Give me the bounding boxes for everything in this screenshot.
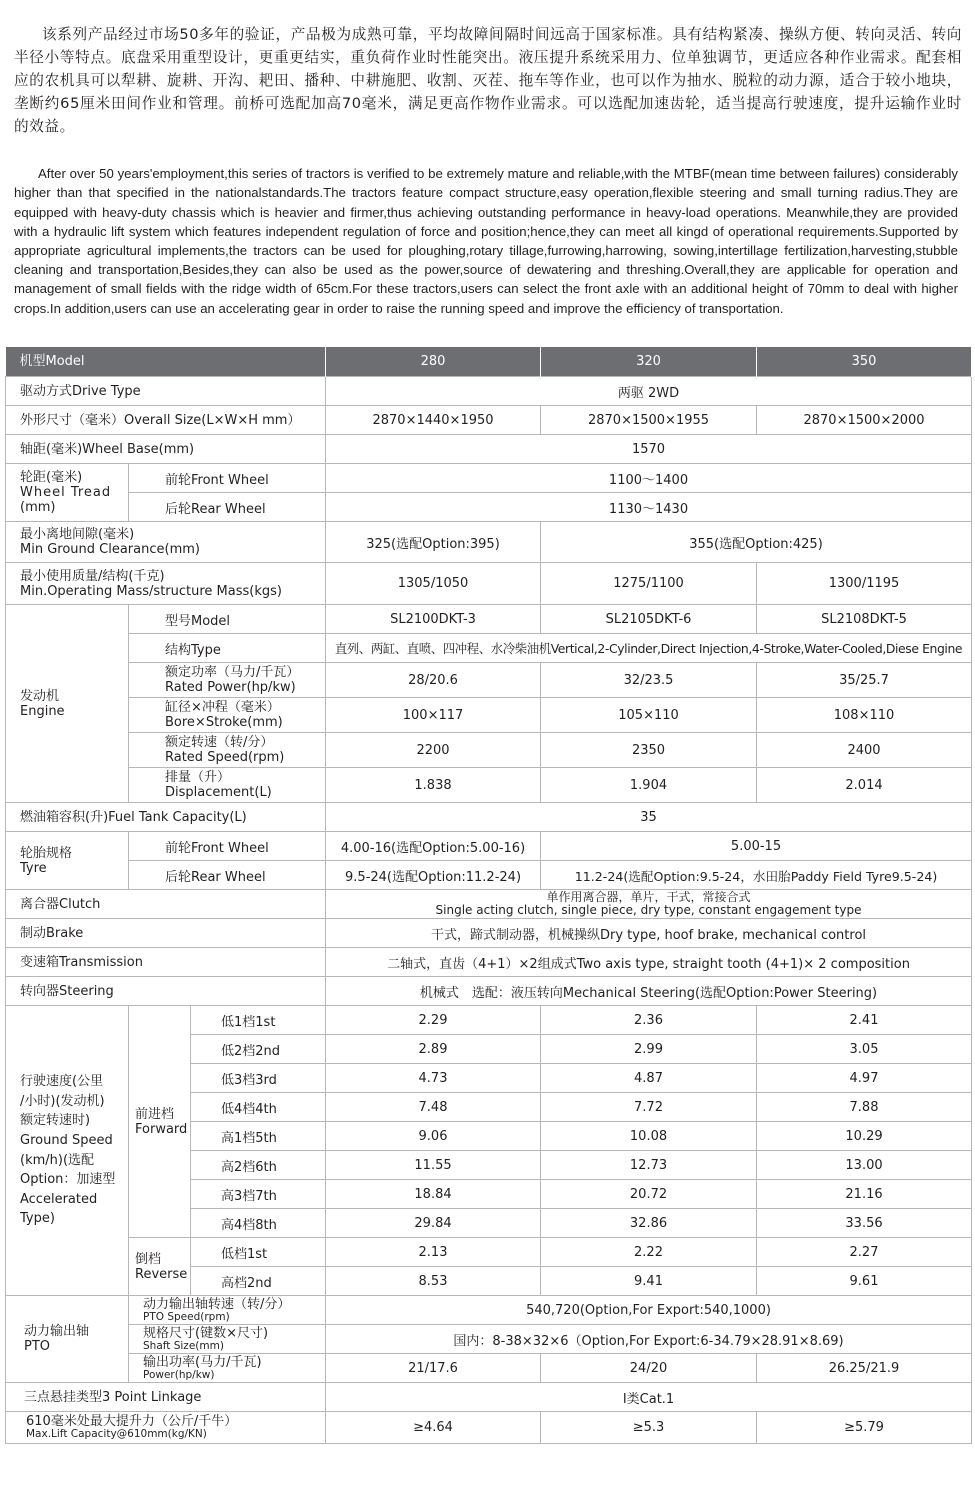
engine-speed-v3: 2400 [757, 733, 972, 768]
drive-row [6, 377, 972, 406]
speed-reverse-row [6, 1238, 972, 1267]
gear-v3: 4.97 [757, 1064, 972, 1093]
gear-v2: 32.86 [541, 1209, 757, 1238]
lift-label-en: Max.Lift Capacity@610mm(kg/KN) [26, 1428, 207, 1440]
spec-table [5, 347, 972, 1444]
mass-label [6, 563, 326, 605]
brake-value: 干式，蹄式制动器，机械操纵Dry type, hoof brake, mechanical control [326, 919, 972, 948]
tyre-label [6, 832, 129, 890]
gear-v1: 7.48 [326, 1093, 541, 1122]
gear-v1: 29.84 [326, 1209, 541, 1238]
tyre-rear-v1: 9.5-24(选配Option:11.2-24) [326, 861, 541, 890]
gear-v3: 2.41 [757, 1006, 972, 1035]
clearance-v23: 355(选配Option:425) [541, 522, 972, 563]
engine-speed-label-en: Rated Speed(rpm) [165, 750, 285, 765]
gear-v1: 18.84 [326, 1180, 541, 1209]
linkage-label: 三点悬挂类型3 Point Linkage [6, 1383, 326, 1412]
engine-structure-label: 结构Type [129, 634, 326, 663]
engine-structure-row [6, 634, 972, 663]
fuel-row [6, 803, 972, 832]
engine-bore-row [6, 698, 972, 733]
size-label: 外形尺寸（毫米）Overall Size(L×W×H mm） [6, 406, 326, 435]
tread-rear-label: 后轮Rear Wheel [129, 493, 326, 522]
pto-speed-row [6, 1296, 972, 1325]
pto-power-v2: 24/20 [541, 1354, 757, 1383]
pto-speed-value: 540,720(Option,For Export:540,1000) [326, 1296, 972, 1325]
gear-label: 高1档5th [191, 1122, 326, 1151]
pto-power-v1: 21/17.6 [326, 1354, 541, 1383]
clearance-label-zh: 最小离地间隙(毫米) [20, 527, 135, 542]
steering-label: 转向器Steering [6, 977, 326, 1006]
tread-front-label: 前轮Front Wheel [129, 464, 326, 493]
engine-speed-v2: 2350 [541, 733, 757, 768]
reverse-label [129, 1238, 191, 1296]
gear-label: 低1档1st [191, 1006, 326, 1035]
forward-label-en: Forward [135, 1121, 188, 1137]
drive-label: 驱动方式Drive Type [6, 377, 326, 406]
pto-power-label-en: Power(hp/kw) [143, 1368, 215, 1381]
clearance-label-en: Min Ground Clearance(mm) [20, 542, 200, 557]
transmission-label: 变速箱Transmission [6, 948, 326, 977]
engine-displacement-row [6, 768, 972, 803]
gear-label: 高2档6th [191, 1151, 326, 1180]
engine-power-v2: 32/23.5 [541, 663, 757, 698]
lift-v2: ≥5.3 [541, 1412, 757, 1444]
tyre-front-v1: 4.00-16(选配Option:5.00-16) [326, 832, 541, 861]
gear-v1: 4.73 [326, 1064, 541, 1093]
tread-rear-row [6, 493, 972, 522]
engine-label-zh: 发动机 [20, 688, 60, 704]
gear-v1: 2.89 [326, 1035, 541, 1064]
speed-forward-row [6, 1006, 972, 1035]
lift-label [6, 1412, 326, 1444]
tyre-label-en: Tyre [20, 860, 47, 876]
engine-displacement-label-zh: 排量（升） [165, 770, 231, 785]
tyre-front-row [6, 832, 972, 861]
fuel-label: 燃油箱容积(升)Fuel Tank Capacity(L) [6, 803, 326, 832]
gear-label: 低档1st [191, 1238, 326, 1267]
engine-model-v2: SL2105DKT-6 [541, 605, 757, 634]
mass-v1: 1305/1050 [326, 563, 541, 605]
lift-row [6, 1412, 972, 1444]
tyre-front-v23: 5.00-15 [541, 832, 972, 861]
gear-v3: 7.88 [757, 1093, 972, 1122]
lift-v1: ≥4.64 [326, 1412, 541, 1444]
pto-power-v3: 26.25/21.9 [757, 1354, 972, 1383]
fuel-value: 35 [326, 803, 972, 832]
ground-speed-label [6, 1006, 129, 1296]
intro-chinese: 该系列产品经过市场50多年的验证，产品极为成熟可靠，平均故障间隔时间远高于国家标准。具有结构紧凑、操纵方便、转向灵活、转向半径小等特点。底盘采用重型设计，更重更结实，重负荷作业时性能突出。液压提升系统采用力、位单独调节，更适应各种作业需求。配套相应的农机具可以犁耕、旋耕、开沟、耙田、播种、中耕施肥、收割、灭茬、拖车等作业，也可以作为抽水、脱粒的动力源，适合于较小地块，垄断约65厘米田间作业和管理。前桥可选配加高70毫米，满足更高作物作业需求。可以选配加速齿轮，适当提高行驶速度，提升运输作业时的效益。 [14, 25, 962, 135]
engine-bore-label-en: Bore×Stroke(mm) [165, 715, 283, 730]
engine-model-row [6, 605, 972, 634]
forward-label-zh: 前进档 [135, 1106, 175, 1122]
engine-displacement-label [129, 768, 326, 803]
engine-model-v1: SL2100DKT-3 [326, 605, 541, 634]
tread-rear-value: 1130～1430 [326, 493, 972, 522]
tread-front-value: 1100～1400 [326, 464, 972, 493]
gear-v3: 2.27 [757, 1238, 972, 1267]
engine-label [6, 605, 129, 803]
pto-power-label [129, 1354, 326, 1383]
mass-label-en: Min.Operating Mass/structure Mass(kgs) [20, 583, 282, 599]
tyre-rear-v23: 11.2-24(选配Option:9.5-24，水田胎Paddy Field Tyre9.5-24) [541, 861, 972, 890]
ground-speed-label-line: Ground Speed [20, 1132, 113, 1148]
tread-front-row [6, 464, 972, 493]
engine-displacement-v1: 1.838 [326, 768, 541, 803]
gear-v3: 9.61 [757, 1267, 972, 1296]
lift-label-zh: 610毫米处最大提升力（公斤/千牛） [26, 1414, 238, 1429]
pto-shaft-value: 国内：8-38×32×6（Option,For Export:6-34.79×28.91×8.69) [326, 1325, 972, 1354]
pto-label-en: PTO [24, 1339, 51, 1354]
engine-displacement-v3: 2.014 [757, 768, 972, 803]
gear-v2: 7.72 [541, 1093, 757, 1122]
gear-v2: 2.99 [541, 1035, 757, 1064]
gear-v3: 3.05 [757, 1035, 972, 1064]
tread-label-zh: 轮距(毫米) [20, 470, 83, 485]
tyre-label-zh: 轮胎规格 [20, 845, 73, 861]
clearance-label [6, 522, 326, 563]
engine-bore-v3: 108×110 [757, 698, 972, 733]
engine-label-en: Engine [20, 703, 65, 719]
engine-model-label: 型号Model [129, 605, 326, 634]
forward-label [129, 1006, 191, 1238]
gear-v3: 13.00 [757, 1151, 972, 1180]
engine-bore-v1: 100×117 [326, 698, 541, 733]
intro-english: After over 50 years'employment,this series of tractors is verified to be extremely mature and reliable,with the MTBF(mean time between failures) considerably higher than that specified in the nationalstandards.The tractors feature compact structure,easy operation,flexible steering and small turning radius.They are equipped with heavy-duty chassis which is heavier and firmer,thus achieving outstanding performance in heavy-load operations. Meanwhile,they are provided with a hydraulic lift system which features independent regulation of force and position;hence,they can meet all kingd of operational requirements.Supported by appropriate agricultural implements,the tractors can be used for ploughing,rotary tillage,furrowing,harrowing, sowing,intertillage fertilization,harvesting,stubble cleaning and transportation,Besides,they can also be used as the power,source of dewatering and threshing.Overall,they are applicable for operation and management of small fields with the ridge width of 65cm.For these tractors,users can select the front axle with an additional height of 70mm to deal with higher crops.In addition,users can use an accelerating gear in order to raise the running speed and improve the efficiency of transportation. [14, 166, 958, 316]
steering-row [6, 977, 972, 1006]
clutch-value [326, 890, 972, 919]
reverse-label-zh: 倒档 [135, 1251, 162, 1267]
pto-label-zh: 动力输出轴 [24, 1324, 90, 1339]
clutch-value-zh: 单作用离合器，单片，干式，常接合式 [546, 890, 751, 904]
tyre-rear-row [6, 861, 972, 890]
pto-shaft-label-zh: 规格尺寸(键数×尺寸) [143, 1325, 269, 1341]
engine-power-label-en: Rated Power(hp/kw) [165, 680, 296, 695]
ground-speed-label-line: Accelerated [20, 1191, 98, 1207]
engine-bore-label [129, 698, 326, 733]
engine-power-v1: 28/20.6 [326, 663, 541, 698]
wheelbase-label: 轴距(毫米)Wheel Base(mm) [6, 435, 326, 464]
ground-speed-label-line: /小时)(发动机) [20, 1093, 105, 1109]
engine-model-v3: SL2108DKT-5 [757, 605, 972, 634]
wheelbase-row [6, 435, 972, 464]
reverse-label-en: Reverse [135, 1266, 188, 1282]
tread-label-en2: (mm) [20, 500, 56, 515]
gear-v3: 10.29 [757, 1122, 972, 1151]
gear-v1: 11.55 [326, 1151, 541, 1180]
engine-bore-label-zh: 缸径×冲程（毫米） [165, 700, 280, 715]
brake-row [6, 919, 972, 948]
engine-displacement-label-en: Displacement(L) [165, 785, 272, 800]
header-model-320: 320 [541, 347, 757, 377]
engine-displacement-v2: 1.904 [541, 768, 757, 803]
gear-label: 高3档7th [191, 1180, 326, 1209]
gear-v3: 21.16 [757, 1180, 972, 1209]
gear-v2: 20.72 [541, 1180, 757, 1209]
mass-label-zh: 最小使用质量/结构(千克) [20, 568, 165, 584]
pto-shaft-row [6, 1325, 972, 1354]
header-row [6, 347, 972, 377]
gear-v1: 9.06 [326, 1122, 541, 1151]
gear-v1: 2.29 [326, 1006, 541, 1035]
tread-label [6, 464, 129, 522]
size-v1: 2870×1440×1950 [326, 406, 541, 435]
clutch-label: 离合器Clutch [6, 890, 326, 919]
pto-power-row [6, 1354, 972, 1383]
transmission-row [6, 948, 972, 977]
lift-v3: ≥5.79 [757, 1412, 972, 1444]
linkage-value: I类Cat.1 [326, 1383, 972, 1412]
mass-v2: 1275/1100 [541, 563, 757, 605]
engine-bore-v2: 105×110 [541, 698, 757, 733]
tyre-rear-label: 后轮Rear Wheel [129, 861, 326, 890]
pto-speed-label [129, 1296, 326, 1325]
gear-v2: 12.73 [541, 1151, 757, 1180]
pto-power-label-zh: 输出功率(马力/千瓦) [143, 1354, 262, 1370]
clutch-value-en: Single acting clutch, single piece, dry type, constant engagement type [435, 903, 862, 917]
header-model-280: 280 [326, 347, 541, 377]
brake-label: 制动Brake [6, 919, 326, 948]
gear-v1: 2.13 [326, 1238, 541, 1267]
pto-shaft-label [129, 1325, 326, 1354]
size-row [6, 406, 972, 435]
gear-v2: 2.36 [541, 1006, 757, 1035]
gear-v2: 2.22 [541, 1238, 757, 1267]
clearance-row [6, 522, 972, 563]
clutch-row [6, 890, 972, 919]
gear-label: 低4档4th [191, 1093, 326, 1122]
pto-speed-label-zh: 动力输出轴转速（转/分） [143, 1296, 291, 1312]
gear-v2: 9.41 [541, 1267, 757, 1296]
header-label: 机型Model [6, 347, 326, 377]
gear-v3: 33.56 [757, 1209, 972, 1238]
pto-speed-label-en: PTO Speed(rpm) [143, 1310, 230, 1323]
pto-label [6, 1296, 129, 1383]
gear-v2: 4.87 [541, 1064, 757, 1093]
steering-value: 机械式 选配：液压转向Mechanical Steering(选配Option:Power Steering) [326, 977, 972, 1006]
gear-label: 高4档8th [191, 1209, 326, 1238]
engine-speed-label-zh: 额定转速（转/分） [165, 735, 274, 750]
gear-label: 低3档3rd [191, 1064, 326, 1093]
clearance-v1: 325(选配Option:395) [326, 522, 541, 563]
engine-speed-label [129, 733, 326, 768]
tyre-front-label: 前轮Front Wheel [129, 832, 326, 861]
pto-shaft-label-en: Shaft Size(mm) [143, 1339, 224, 1352]
gear-v1: 8.53 [326, 1267, 541, 1296]
engine-power-row [6, 663, 972, 698]
mass-row [6, 563, 972, 605]
ground-speed-label-line: Option：加速型 [20, 1172, 116, 1188]
gear-v2: 10.08 [541, 1122, 757, 1151]
ground-speed-label-line: (km/h)(选配 [20, 1152, 95, 1168]
linkage-row [6, 1383, 972, 1412]
ground-speed-label-line: 额定转速时) [20, 1113, 91, 1129]
gear-label: 高档2nd [191, 1267, 326, 1296]
wheelbase-value: 1570 [326, 435, 972, 464]
engine-power-label [129, 663, 326, 698]
tread-label-en1: Wheel Tread [20, 485, 112, 500]
ground-speed-label-line: 行驶速度(公里 [20, 1074, 104, 1090]
mass-v3: 1300/1195 [757, 563, 972, 605]
engine-power-v3: 35/25.7 [757, 663, 972, 698]
engine-power-label-zh: 额定功率（马力/千瓦） [165, 665, 300, 680]
transmission-value: 二轴式，直齿（4+1）×2组成式Two axis type, straight tooth (4+1)× 2 composition [326, 948, 972, 977]
size-v3: 2870×1500×2000 [757, 406, 972, 435]
engine-speed-v1: 2200 [326, 733, 541, 768]
size-v2: 2870×1500×1955 [541, 406, 757, 435]
ground-speed-label-line: Type) [20, 1211, 55, 1227]
engine-speed-row [6, 733, 972, 768]
drive-value: 两驱 2WD [326, 377, 972, 406]
header-model-350: 350 [757, 347, 972, 377]
engine-structure-value: 直列、两缸、直喷、四冲程、水冷柴油机Vertical,2-Cylinder,Direct Injection,4-Stroke,Water-Cooled,Diese Engine [326, 634, 972, 663]
gear-label: 低2档2nd [191, 1035, 326, 1064]
